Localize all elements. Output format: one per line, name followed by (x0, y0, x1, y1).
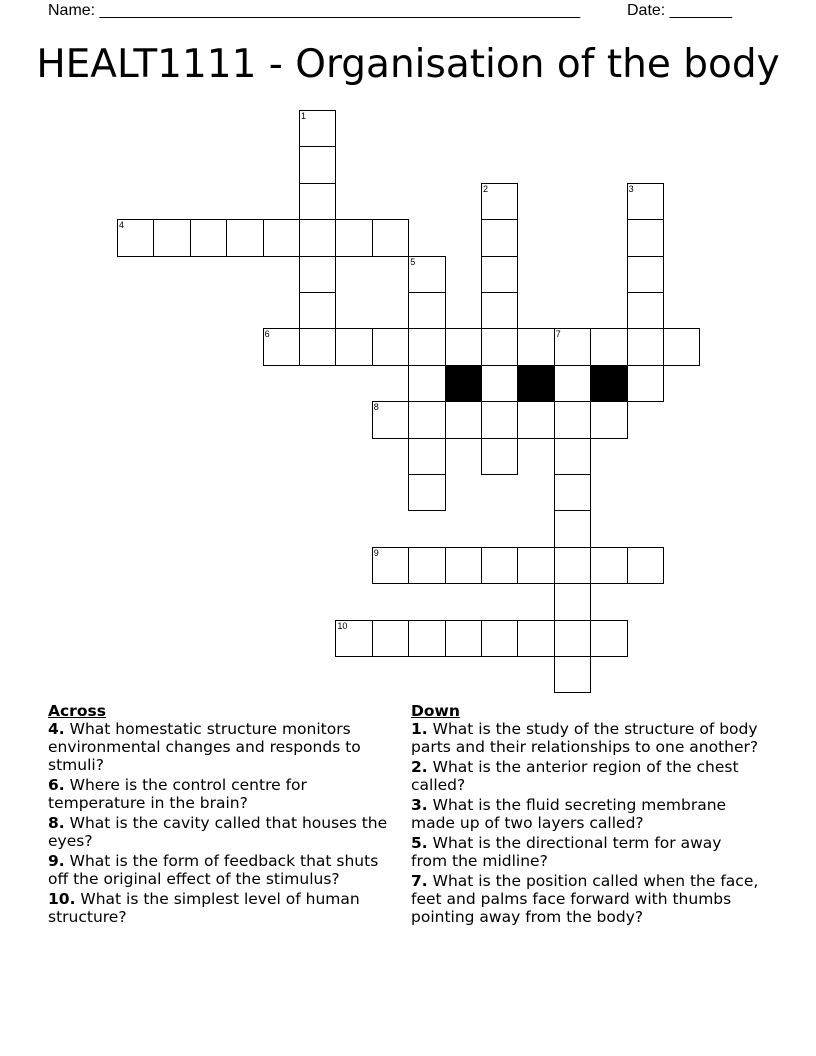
cell-number: 9 (373, 547, 379, 558)
clue-text: Where is the control centre for temperature in the brain? (48, 776, 307, 812)
grid-cell[interactable] (372, 620, 409, 657)
black-cell (517, 365, 554, 402)
grid-cell[interactable] (554, 328, 591, 365)
grid-cell[interactable] (372, 401, 409, 438)
cell-number: 2 (483, 183, 489, 194)
name-field[interactable]: Name: ______________________________________________________ (48, 2, 581, 19)
down-clues (411, 702, 761, 928)
cell-number: 1 (301, 111, 307, 121)
grid-cell[interactable] (627, 292, 664, 329)
grid-cell[interactable] (299, 219, 336, 256)
clue-text: What is the cavity called that houses the eyes? (48, 814, 388, 850)
grid-cell[interactable] (554, 401, 591, 438)
grid-cell[interactable] (335, 620, 372, 657)
grid-cell[interactable] (554, 656, 591, 693)
clue-text: What is the fluid secreting membrane made up of two layers called? (411, 796, 727, 832)
grid-cell[interactable] (299, 328, 336, 365)
grid-cell[interactable] (627, 328, 664, 365)
grid-cell[interactable] (408, 401, 445, 438)
grid-cell[interactable] (481, 292, 518, 329)
clue-text: What is the directional term for away from the midline? (411, 834, 722, 870)
grid-cell[interactable] (445, 328, 482, 365)
clue-number: 1. (411, 720, 428, 738)
grid-cell[interactable] (627, 183, 664, 220)
grid-cell[interactable] (481, 328, 518, 365)
black-cell (590, 365, 627, 402)
cell-number: 6 (264, 329, 270, 340)
grid-cell[interactable] (481, 219, 518, 256)
grid-cell[interactable] (517, 620, 554, 657)
grid-cell[interactable] (590, 620, 627, 657)
clue-across (48, 890, 388, 926)
grid-cell[interactable] (445, 547, 482, 584)
grid-cell[interactable] (627, 547, 664, 584)
grid-cell[interactable] (517, 401, 554, 438)
grid-cell[interactable] (372, 328, 409, 365)
clue-number: 9. (48, 852, 65, 870)
grid-cell[interactable] (408, 547, 445, 584)
clue-across (48, 776, 388, 812)
clue-down (411, 758, 761, 794)
grid-cell[interactable] (299, 256, 336, 293)
cell-number: 5 (410, 256, 416, 267)
grid-cell[interactable] (663, 328, 700, 365)
grid-cell[interactable] (117, 219, 154, 256)
grid-cell[interactable] (517, 328, 554, 365)
grid-cell[interactable] (554, 365, 591, 402)
grid-cell[interactable] (263, 219, 300, 256)
clue-text: What is the simplest level of human structure? (48, 890, 360, 926)
grid-cell[interactable] (627, 365, 664, 402)
clue-down (411, 720, 761, 756)
grid-cell[interactable] (408, 328, 445, 365)
grid-cell[interactable] (445, 620, 482, 657)
clue-across (48, 720, 388, 774)
grid-cell[interactable] (481, 183, 518, 220)
grid-cell[interactable] (554, 474, 591, 511)
grid-cell[interactable] (408, 256, 445, 293)
grid-cell[interactable] (408, 365, 445, 402)
grid-cell[interactable] (481, 438, 518, 475)
grid-cell[interactable] (554, 510, 591, 547)
clue-number: 3. (411, 796, 428, 814)
clue-number: 8. (48, 814, 65, 832)
across-clues (48, 702, 388, 928)
cell-number: 4 (119, 220, 125, 231)
grid-cell[interactable] (481, 256, 518, 293)
clue-text: What is the study of the structure of body parts and their relationships to one another? (411, 720, 759, 756)
clue-text: What is the anterior region of the chest called? (411, 758, 739, 794)
cell-number: 7 (555, 329, 561, 340)
grid-cell[interactable] (481, 365, 518, 402)
grid-cell[interactable] (590, 328, 627, 365)
clue-number: 5. (411, 834, 428, 852)
grid-cell[interactable] (590, 547, 627, 584)
grid-cell[interactable] (554, 583, 591, 620)
clue-text: What homestatic structure monitors environmental changes and responds to stmuli? (48, 720, 361, 774)
grid-cell[interactable] (299, 183, 336, 220)
grid-cell[interactable] (554, 620, 591, 657)
grid-cell[interactable] (408, 292, 445, 329)
grid-cell[interactable] (299, 110, 336, 147)
down-heading: Down (411, 702, 460, 720)
grid-cell[interactable] (335, 328, 372, 365)
grid-cell[interactable] (263, 328, 300, 365)
grid-cell[interactable] (153, 219, 190, 256)
clue-number: 7. (411, 872, 428, 890)
grid-cell[interactable] (554, 438, 591, 475)
cell-number: 3 (628, 183, 634, 194)
clue-text: What is the position called when the face, feet and palms face forward with thumbs pointing away from the body? (411, 872, 759, 926)
grid-cell[interactable] (226, 219, 263, 256)
grid-cell[interactable] (481, 547, 518, 584)
grid-cell[interactable] (335, 219, 372, 256)
grid-cell[interactable] (372, 219, 409, 256)
grid-cell[interactable] (627, 256, 664, 293)
grid-cell[interactable] (299, 146, 336, 183)
cell-number: 8 (373, 402, 379, 413)
clue-down (411, 796, 761, 832)
across-heading: Across (48, 702, 106, 720)
black-cell (445, 365, 482, 402)
grid-cell[interactable] (408, 438, 445, 475)
clue-number: 4. (48, 720, 65, 738)
grid-cell[interactable] (190, 219, 227, 256)
grid-cell[interactable] (481, 620, 518, 657)
clue-down (411, 834, 761, 870)
page-title: HEALT1111 - Organisation of the body (36, 42, 780, 87)
clue-text: What is the form of feedback that shuts off the original effect of the stimulus? (48, 852, 379, 888)
clue-across (48, 814, 388, 850)
grid-cell[interactable] (590, 401, 627, 438)
grid-cell[interactable] (408, 474, 445, 511)
clue-number: 2. (411, 758, 428, 776)
grid-cell[interactable] (299, 292, 336, 329)
grid-cell[interactable] (408, 620, 445, 657)
grid-cell[interactable] (554, 547, 591, 584)
clue-number: 6. (48, 776, 65, 794)
clue-down (411, 872, 761, 926)
grid-cell[interactable] (627, 219, 664, 256)
clue-number: 10. (48, 890, 76, 908)
grid-cell[interactable] (517, 547, 554, 584)
grid-cell[interactable] (445, 401, 482, 438)
clue-across (48, 852, 388, 888)
grid-cell[interactable] (372, 547, 409, 584)
cell-number: 10 (337, 620, 348, 631)
date-field[interactable]: Date: _______ (627, 2, 732, 19)
grid-cell[interactable] (481, 401, 518, 438)
